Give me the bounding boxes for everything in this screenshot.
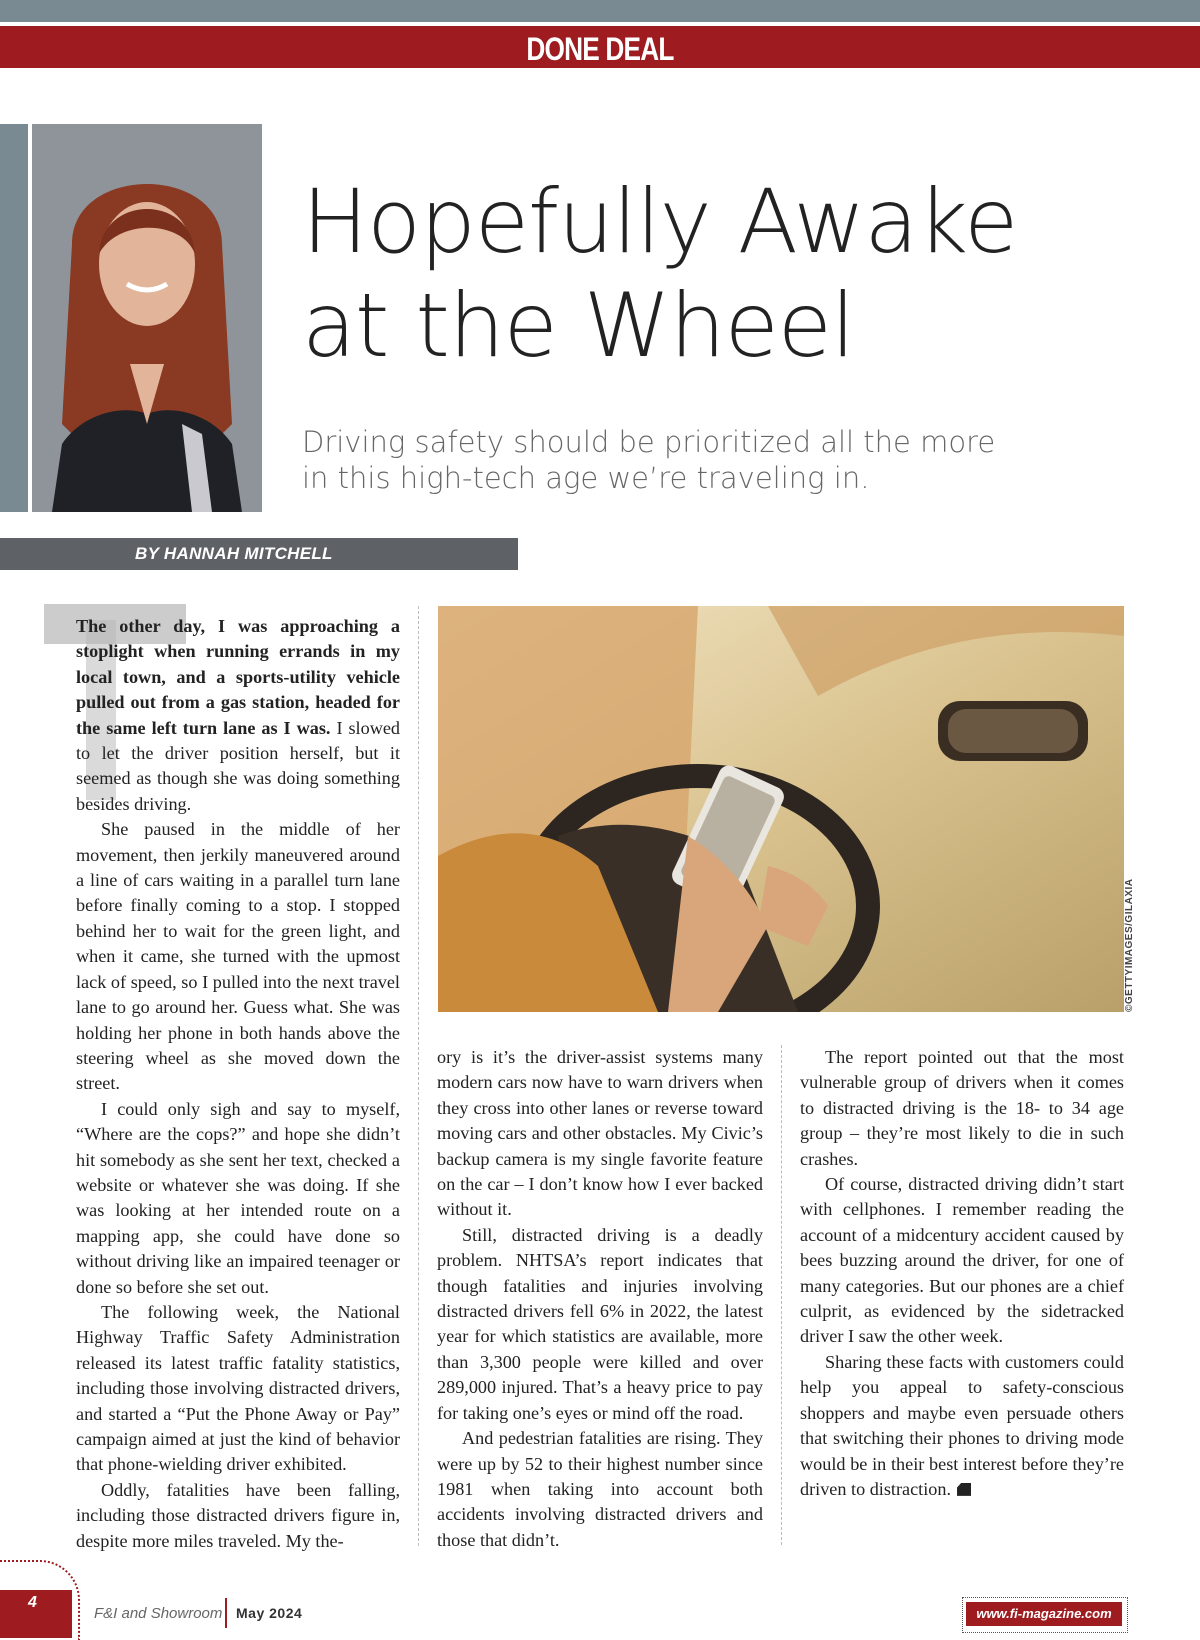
photo-accent-strip (0, 124, 28, 512)
article-headline (302, 170, 1162, 378)
author-photo (32, 124, 262, 512)
end-mark-icon (957, 1483, 971, 1496)
publication-name: F&I and Showroom (94, 1605, 223, 1622)
website-link[interactable]: www.fi-magazine.com (966, 1602, 1122, 1626)
page-number: 4 (28, 1594, 37, 1611)
section-title: DONE DEAL (526, 31, 674, 67)
issue-date: May 2024 (236, 1605, 303, 1621)
article-photo (438, 606, 1124, 1012)
lead-rest: I slowed to let the driver position herself, but it seemed as though she was doing something besides driving. (76, 717, 400, 814)
paragraph: Oddly, fatalities have been falling, including those distracted drivers figure in, despite more miles traveled. My the- (76, 1479, 400, 1551)
article-column-1 (76, 614, 400, 1554)
headline-line-2: at the Wheel (302, 274, 855, 377)
paragraph: She paused in the middle of her movement, then jerkily maneuvered around a line of cars waiting in a parallel turn lane before finally coming to a stop. I stopped behind her to wait for the green light, and when it came, she turned with the upmost lack of speed, so I pulled into the next travel lane to go around her. Guess what. She was holding her phone in both hands above the steering wheel as she moved down the street. (76, 819, 400, 1094)
paragraph: Of course, distracted driving didn’t start with cellphones. I remember reading the account of a midcentury accident caused by bees buzzing around the driver, for one of many categories. But our phones are a chief culprit, as evidenced by the sidetracked driver I saw the other week. (800, 1174, 1124, 1347)
paragraph: Still, distracted driving is a deadly problem. NHTSA’s report indicates that though fatalities and injuries involving distracted drivers fell 6% in 2022, the latest year for which statistics are available, more than 3,300 people were killed and over 289,000 injured. That’s a heavy price to pay for taking one’s eyes or mind off the road. (437, 1224, 763, 1423)
paragraph: The following week, the National Highway Traffic Safety Administration released its latest traffic fatality statistics, including those involving distracted drivers, and started a “Put the Phone Away or Pay” campaign aimed at just the kind of behavior that phone-wielding driver exhibited. (76, 1301, 400, 1475)
paragraph: ory is it’s the driver-assist systems many modern cars now have to warn drivers when they cross into other lanes or reverse toward moving cars and other obstacles. My Civic’s backup camera is my single favorite feature on the car – I don’t know how I ever backed without it. (437, 1047, 763, 1220)
dek-line-1: Driving safety should be prioritized all the more (302, 425, 996, 459)
lead-in: The other day, I was approaching a stoplight when running errands in my local town, and a sports-utility vehicle pulled out from a gas station, headed for the same left turn lane as I was. (76, 616, 400, 738)
article-column-2 (437, 1045, 763, 1553)
photo-credit: ©GETTYIMAGES/GILAXIA (1124, 878, 1135, 1012)
dek-line-2: in this high-tech age we’re traveling in. (302, 461, 870, 495)
paragraph: And pedestrian fatalities are rising. They were up by 52 to their highest number since 1981 when taking into account both accidents involving distracted drivers and those that didn’t. (437, 1428, 763, 1550)
headline-line-1: Hopefully Awake (302, 170, 1018, 273)
article-column-3 (800, 1045, 1124, 1502)
article-dek (302, 424, 1002, 496)
footer-separator (225, 1598, 227, 1628)
closing-text: Sharing these facts with customers could help you appeal to safety-conscious shoppers and maybe even persuade others that switching their phones to driving mode would be in their best interest before they’re driven to distraction. (800, 1351, 1124, 1499)
byline: BY HANNAH MITCHELL (135, 544, 333, 563)
paragraph (76, 614, 400, 817)
paragraph (800, 1350, 1124, 1502)
paragraph: The report pointed out that the most vulnerable group of drivers when it comes to distracted driving is the 18- to 34 age group – they’re most likely to die in such crashes. (800, 1047, 1124, 1169)
column-divider (418, 606, 419, 1546)
paragraph: I could only sigh and say to myself, “Where are the cops?” and hope she didn’t hit somebody as she sent her text, checked a website or whatever she was doing. If she was looking at her intended route on a mapping app, she could have done so without driving like an impaired teenager or done so before she set out. (76, 1098, 400, 1297)
column-divider (781, 1045, 782, 1545)
top-color-bar (0, 0, 1200, 22)
